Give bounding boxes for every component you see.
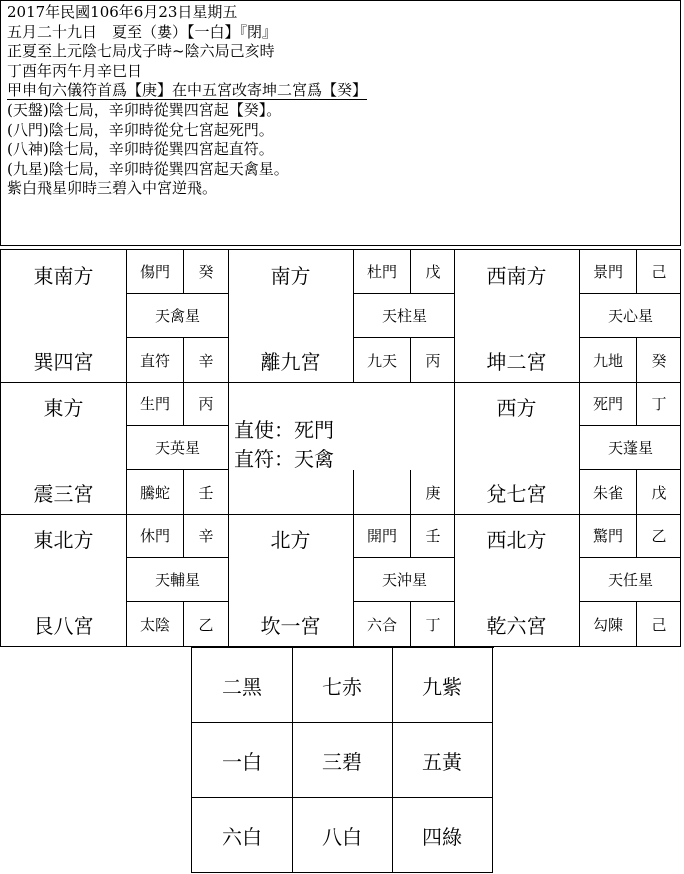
palace-direction: 南方 — [270, 264, 311, 288]
flying-star-grid — [191, 647, 494, 873]
center-zhifu: 直符：天禽 — [234, 447, 334, 471]
palace-w — [454, 382, 681, 515]
palace-door: 杜門 — [353, 250, 410, 294]
palace-door: 生門 — [126, 382, 183, 426]
palace-nw — [454, 514, 681, 647]
palace-god-stem: 丁 — [410, 602, 455, 646]
header-line-date: 2017年民國106年6月23日星期五 — [7, 3, 238, 21]
flying-star-cell: 九紫 — [392, 648, 493, 723]
header-line-lunar: 五月二十九日 夏至（婁）【一白】『閉』 — [7, 22, 278, 41]
palace-door-stem: 辛 — [183, 514, 228, 558]
palace-god-stem: 戊 — [636, 470, 681, 514]
palace-god: 騰蛇 — [126, 470, 183, 514]
palace-god: 朱雀 — [579, 470, 636, 514]
palace-door: 休門 — [126, 514, 183, 558]
flying-star-cell: 七赤 — [292, 648, 393, 723]
palace-door-stem: 丙 — [183, 382, 228, 426]
flying-star-cell: 四綠 — [392, 798, 493, 873]
flying-star-cell: 六白 — [192, 798, 293, 873]
palace-god-stem: 辛 — [183, 338, 228, 382]
palace-star: 天柱星 — [353, 294, 455, 338]
palace-star: 天心星 — [579, 294, 681, 338]
header-line-ganzhi: 丁酉年丙午月辛巳日 — [7, 61, 143, 80]
flying-star-cell: 二黑 — [192, 648, 293, 723]
palace-star: 天英星 — [126, 426, 228, 470]
header-line-xun — [7, 81, 680, 101]
palace-direction: 西北方 — [486, 528, 547, 552]
palace-door-stem: 壬 — [410, 514, 455, 558]
palace-door: 傷門 — [126, 250, 183, 294]
palace-god-stem: 丙 — [410, 338, 455, 382]
palace-god: 六合 — [353, 602, 410, 646]
palace-door-stem: 丁 — [636, 382, 681, 426]
palace-direction: 西方 — [496, 396, 537, 420]
palace-door: 死門 — [579, 382, 636, 426]
center-info — [234, 416, 334, 474]
palace-e — [1, 382, 229, 515]
palace-direction: 北方 — [270, 528, 311, 552]
palace-god-stem: 壬 — [183, 470, 228, 514]
palace-direction: 東南方 — [33, 264, 94, 288]
palace-god: 九地 — [579, 338, 636, 382]
palace-god-stem: 乙 — [183, 602, 228, 646]
palace-door: 開門 — [353, 514, 410, 558]
header-line-bashen: (八神)陰七局，辛卯時從巽四宮起直符。 — [7, 140, 274, 159]
palace-name: 離九宮 — [260, 350, 321, 374]
palace-name: 兌七宮 — [486, 482, 547, 506]
header-line-xun-text: 甲申旬六儀符首爲【庚】在中五宮改寄坤二宮爲【癸】 — [7, 81, 368, 100]
palace-god: 勾陳 — [579, 602, 636, 646]
center-zhishi: 直使：死門 — [234, 418, 334, 442]
header-line-tianpan: (天盤)陰七局，辛卯時從巽四宮起【癸】。 — [7, 100, 282, 119]
qimen-grid — [0, 249, 681, 647]
header-line-jiuxing: (九星)陰七局，辛卯時從巽四宮起天禽星。 — [7, 159, 289, 178]
palace-s — [228, 250, 455, 383]
center-empty-cell — [353, 470, 410, 514]
palace-ne — [1, 514, 229, 647]
palace-god: 九天 — [353, 338, 410, 382]
palace-se — [1, 250, 229, 383]
palace-door-stem: 癸 — [183, 250, 228, 294]
palace-star: 天禽星 — [126, 294, 228, 338]
palace-god: 太陰 — [126, 602, 183, 646]
palace-direction: 西南方 — [486, 264, 547, 288]
palace-door-stem: 己 — [636, 250, 681, 294]
flying-star-cell: 八白 — [292, 798, 393, 873]
palace-star: 天蓬星 — [579, 426, 681, 470]
palace-star: 天輔星 — [126, 558, 228, 602]
palace-direction: 東北方 — [33, 528, 94, 552]
palace-name: 巽四宮 — [33, 350, 94, 374]
palace-direction: 東方 — [43, 396, 84, 420]
flying-star-cell: 五黃 — [392, 723, 493, 798]
palace-center — [228, 382, 455, 515]
header-line-zibai: 紫白飛星卯時三碧入中宮逆飛。 — [7, 179, 218, 198]
palace-name: 坤二宮 — [486, 350, 547, 374]
palace-star: 天任星 — [579, 558, 681, 602]
palace-god-stem: 己 — [636, 602, 681, 646]
flying-star-cell: 一白 — [192, 723, 293, 798]
palace-door: 景門 — [579, 250, 636, 294]
palace-god: 直符 — [126, 338, 183, 382]
palace-door-stem: 戊 — [410, 250, 455, 294]
palace-name: 艮八宮 — [33, 614, 94, 638]
palace-name: 震三宮 — [33, 482, 94, 506]
palace-star: 天沖星 — [353, 558, 455, 602]
palace-n — [228, 514, 455, 647]
header-info — [0, 0, 681, 246]
palace-door-stem: 乙 — [636, 514, 681, 558]
header-line-bamen: (八門)陰七局，辛卯時從兌七宮起死門。 — [7, 120, 274, 139]
center-bottom-stem: 庚 — [410, 470, 455, 514]
palace-name: 乾六宮 — [486, 614, 547, 638]
palace-name: 坎一宮 — [260, 614, 321, 638]
palace-god-stem: 癸 — [636, 338, 681, 382]
header-line-ju: 正夏至上元陰七局戊子時~陰六局己亥時 — [7, 42, 275, 61]
palace-door: 驚門 — [579, 514, 636, 558]
flying-star-cell: 三碧 — [292, 723, 393, 798]
palace-sw — [454, 250, 681, 383]
